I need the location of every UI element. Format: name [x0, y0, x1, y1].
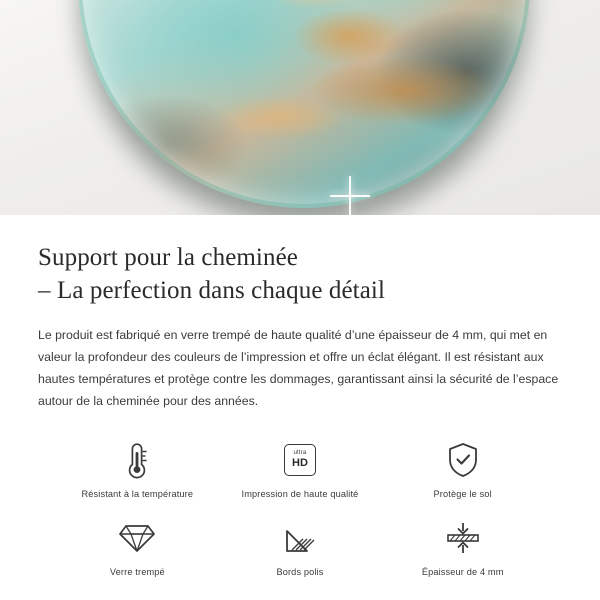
feature-item-thickness — [381, 517, 544, 577]
shield-check-icon — [447, 439, 479, 481]
feature-item-tempered-glass — [56, 517, 219, 577]
page-title-line-2: – La perfection dans chaque détail — [38, 277, 385, 304]
feature-label-floor-protection: Protège le sol — [433, 488, 492, 499]
feature-item-polished-edges — [219, 517, 382, 577]
polished-edges-icon — [283, 517, 317, 559]
thickness-arrows-icon — [444, 517, 482, 559]
page-title — [38, 241, 562, 307]
feature-item-temperature — [56, 439, 219, 499]
feature-item-floor-protection — [381, 439, 544, 499]
hero-product-image — [0, 0, 600, 215]
ultra-hd-icon — [284, 439, 316, 481]
feature-grid — [38, 439, 562, 577]
thermometer-icon — [124, 439, 150, 481]
page-title-line-1: Support pour la cheminée — [38, 244, 298, 271]
feature-item-print-quality — [219, 439, 382, 499]
product-description-text: Le produit est fabriqué en verre trempé de haute qualité d’une épaisseur de 4 mm, qui met en valeur la profondeur des couleurs de l’impression et offre un éclat élégant. Il est résistant aux hautes températures et protège contre les dommages, garantissant ainsi la sécurité de l’espace autour de la cheminée pour des années. — [38, 328, 559, 408]
diamond-icon — [118, 517, 156, 559]
ultra-hd-top-text: ultra — [293, 449, 307, 457]
feature-label-tempered-glass: Verre trempé — [109, 566, 165, 577]
feature-label-polished-edges: Bords polis — [276, 566, 324, 577]
feature-label-print-quality: Impression de haute qualité — [241, 488, 359, 499]
content-area — [0, 215, 600, 577]
feature-label-temperature: Résistant à la température — [81, 488, 194, 499]
ultra-hd-bottom-text: HD — [292, 456, 308, 469]
feature-label-thickness: Épaisseur de 4 mm — [421, 566, 504, 577]
